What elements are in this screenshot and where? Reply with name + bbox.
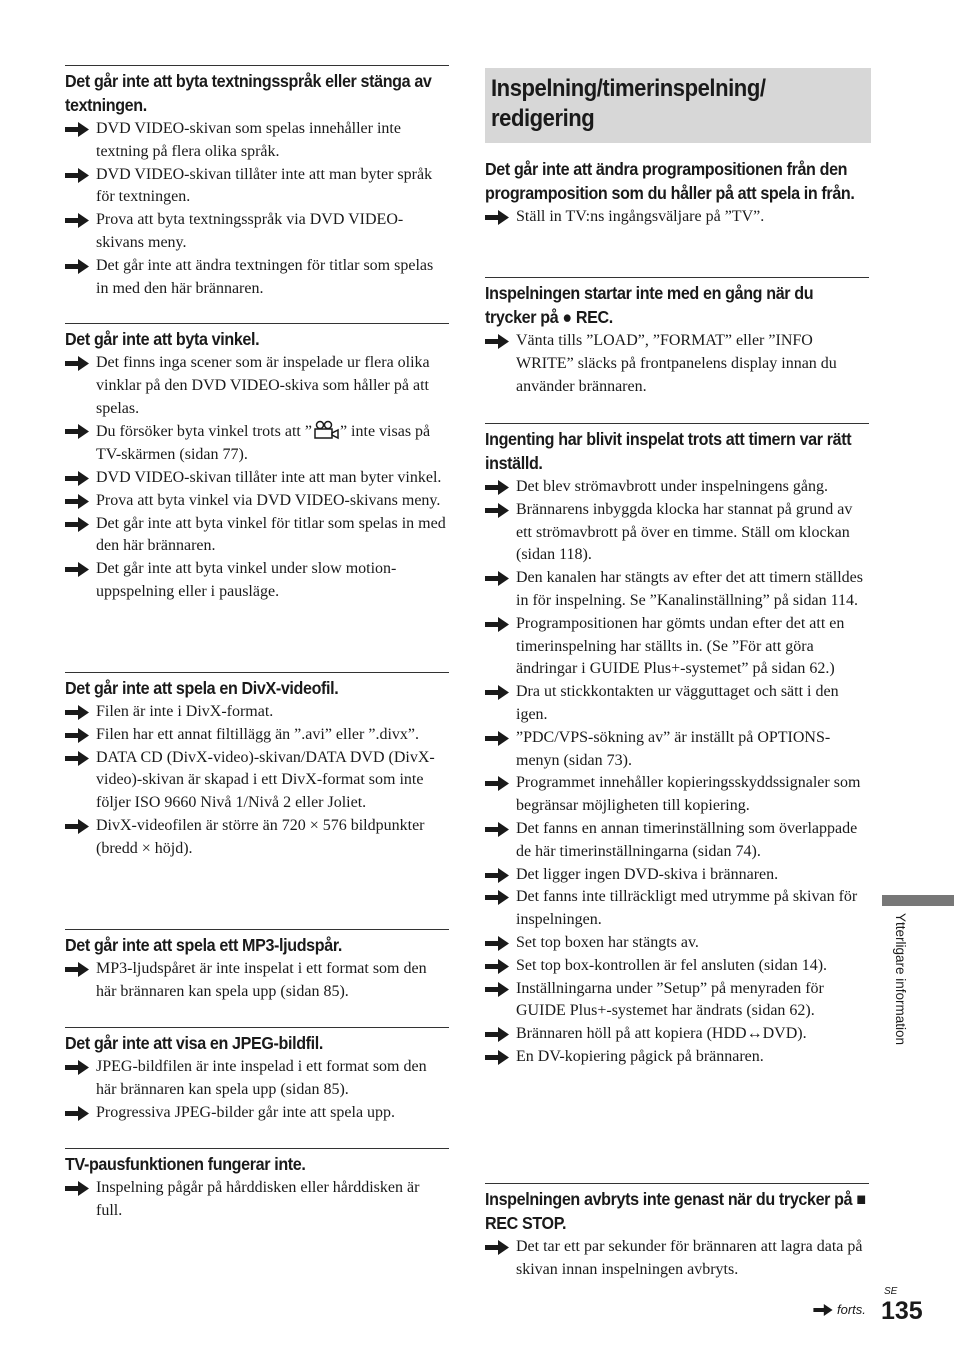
- list-item: Inspelning pågår på hårddisken eller hårddisken är full.: [65, 1177, 449, 1223]
- arrow-right-icon: [485, 982, 509, 997]
- arrow-right-icon: [485, 503, 509, 518]
- arrow-right-icon: [65, 728, 89, 743]
- list-item: DATA CD (DivX-video)-skivan/DATA DVD (DivX-video)-skivan är skapad i ett DivX-format som inte följer ISO 9660 Nivå 1/Nivå 2 eller Joliet.: [65, 747, 449, 815]
- section-heading: Det går inte att spela ett MP3-ljudspår.: [65, 935, 342, 955]
- page-number: 135: [881, 1297, 923, 1325]
- arrow-right-icon: [65, 213, 89, 228]
- arrow-right-icon: [65, 168, 89, 183]
- list-item: Brännarens inbyggda klocka har stannat på grund av ett strömavbrott på över en timme. Ställ om klockan (sidan 118).: [485, 499, 869, 567]
- list-item: Ställ in TV:ns ingångsväljare på ”TV”.: [485, 206, 869, 229]
- arrow-right-icon: [65, 705, 89, 720]
- list-item: DVD VIDEO-skivan tillåter inte att man byter språk för textningen.: [65, 164, 449, 210]
- arrow-right-icon: [485, 571, 509, 586]
- chapter-banner: [485, 68, 871, 143]
- continued-label: forts.: [837, 1302, 866, 1317]
- arrow-right-icon: [485, 822, 509, 837]
- arrow-right-icon: [65, 424, 89, 439]
- angle-item-text: Du försöker byta vinkel trots att ” ” inte visas på TV-skärmen (sidan 77).: [96, 423, 430, 463]
- arrow-right-icon: [65, 494, 89, 509]
- list-item: Progressiva JPEG-bilder går inte att spela upp.: [65, 1102, 449, 1125]
- section-heading: Det går inte att spela en DivX-videofil.: [65, 678, 339, 698]
- list-item: Programpositionen har gömts undan efter det att en timerinspelning har ställts in. (Se ”För att göra ändringar i GUIDE Plus+-systemet” på sidan 62.): [485, 613, 869, 681]
- arrow-right-icon: [485, 617, 509, 632]
- list-item: Det går inte att byta vinkel under slow motion-uppspelning eller i pausläge.: [65, 558, 449, 604]
- arrow-right-icon: [65, 471, 89, 486]
- list-item: Det går inte att byta vinkel för titlar som spelas in med den här brännaren.: [65, 513, 449, 559]
- arrow-right-icon: [812, 1304, 834, 1316]
- list-item: [65, 420, 449, 467]
- list-item: Set top boxen har stängts av.: [485, 932, 869, 955]
- section-heading: Inspelningen avbryts inte genast när du trycker på ■ REC STOP.: [485, 1189, 866, 1233]
- section-timer: [485, 423, 869, 1069]
- arrow-right-icon: [65, 517, 89, 532]
- arrow-right-icon: [65, 356, 89, 371]
- arrow-right-icon: [485, 480, 509, 495]
- section-heading: Inspelningen startar inte med en gång när du trycker på ● REC.: [485, 283, 814, 327]
- arrow-right-icon: [65, 819, 89, 834]
- list-item: MP3-ljudspåret är inte inspelat i ett format som den här brännaren kan spela upp (sidan 85).: [65, 958, 449, 1004]
- list-item: DVD VIDEO-skivan tillåter inte att man byter vinkel.: [65, 467, 449, 490]
- arrow-right-icon: [65, 1181, 89, 1196]
- section-heading: Det går inte att visa en JPEG-bildfil.: [65, 1033, 323, 1053]
- arrow-right-icon: [485, 334, 509, 349]
- list-item: Det fanns inte tillräckligt med utrymme på skivan för inspelningen.: [485, 886, 869, 932]
- list-item: Filen har ett annat filtillägg än ”.avi” eller ”.divx”.: [65, 724, 449, 747]
- section-subtitle-language: [65, 65, 449, 300]
- arrow-right-icon: [485, 936, 509, 951]
- list-item: Det tar ett par sekunder för brännaren att lagra data på skivan innan inspelningen avbryts.: [485, 1236, 869, 1282]
- continued-marker: [812, 1302, 866, 1317]
- list-item: Set top box-kontrollen är fel ansluten (sidan 14).: [485, 955, 869, 978]
- arrow-right-icon: [485, 868, 509, 883]
- section-heading: Det går inte att byta vinkel.: [65, 329, 260, 349]
- arrow-right-icon: [485, 959, 509, 974]
- list-item: DivX-videofilen är större än 720 × 576 bildpunkter (bredd × höjd).: [65, 815, 449, 861]
- section-mp3: [65, 929, 449, 1004]
- arrow-right-icon: [65, 562, 89, 577]
- arrow-right-icon: [485, 1027, 509, 1042]
- list-item: Brännaren höll på att kopiera (HDD↔DVD).: [485, 1023, 869, 1046]
- chapter-title: Inspelning/timerinspelning/ redigering: [491, 75, 766, 132]
- arrow-right-icon: [65, 751, 89, 766]
- section-rec-stop: [485, 1183, 869, 1282]
- section-heading: Det går inte att ändra programpositionen från den programposition som du håller på att spela in från.: [485, 159, 855, 203]
- section-heading: Ingenting har blivit inspelat trots att timern var rätt inställd.: [485, 429, 852, 473]
- list-item: Den kanalen har stängts av efter det att timern ställdes in för inspelning. Se ”Kanalinställning” på sidan 114.: [485, 567, 869, 613]
- arrow-right-icon: [65, 122, 89, 137]
- arrow-right-icon: [485, 1050, 509, 1065]
- list-item: Det ligger ingen DVD-skiva i brännaren.: [485, 864, 869, 887]
- list-item: Prova att byta vinkel via DVD VIDEO-skivans meny.: [65, 490, 449, 513]
- section-angle: [65, 323, 449, 604]
- language-code: SE: [884, 1286, 898, 1297]
- section-rec-start: [485, 277, 869, 398]
- side-tab-label: Ytterligare information: [893, 913, 908, 1046]
- side-tab-bar: [882, 895, 954, 906]
- arrow-right-icon: [485, 890, 509, 905]
- arrow-right-icon: [65, 962, 89, 977]
- list-item: Filen är inte i DivX-format.: [65, 701, 449, 724]
- arrow-right-icon: [65, 1060, 89, 1075]
- list-item: Det går inte att ändra textningen för titlar som spelas in med den här brännaren.: [65, 255, 449, 301]
- list-item: Prova att byta textningsspråk via DVD VIDEO-skivans meny.: [65, 209, 449, 255]
- list-item: Det fanns en annan timerinställning som överlappade de här timerinställningarna (sidan 74).: [485, 818, 869, 864]
- angle-camera-icon: [312, 420, 340, 440]
- section-heading: Det går inte att byta textningsspråk eller stänga av textningen.: [65, 71, 432, 115]
- list-item: Det finns inga scener som är inspelade ur flera olika vinklar på den DVD VIDEO-skiva som håller på att spelas.: [65, 352, 449, 420]
- list-item: JPEG-bildfilen är inte inspelad i ett format som den här brännaren kan spela upp (sidan 85).: [65, 1056, 449, 1102]
- list-item: Dra ut stickkontakten ur vägguttaget och sätt i den igen.: [485, 681, 869, 727]
- list-item: En DV-kopiering pågick på brännaren.: [485, 1046, 869, 1069]
- arrow-right-icon: [485, 776, 509, 791]
- arrow-right-icon: [485, 210, 509, 225]
- list-item: Inställningarna under ”Setup” på menyraden för GUIDE Plus+-systemet har ändrats (sidan 62).: [485, 978, 869, 1024]
- arrow-right-icon: [65, 1106, 89, 1121]
- list-item: Det blev strömavbrott under inspelningens gång.: [485, 476, 869, 499]
- arrow-right-icon: [485, 685, 509, 700]
- section-tv-pause: [65, 1148, 449, 1223]
- arrow-right-icon: [485, 731, 509, 746]
- list-item: ”PDC/VPS-sökning av” är inställt på OPTIONS-menyn (sidan 73).: [485, 727, 869, 773]
- section-heading: TV-pausfunktionen fungerar inte.: [65, 1154, 306, 1174]
- arrow-right-icon: [485, 1240, 509, 1255]
- list-item: DVD VIDEO-skivan som spelas innehåller inte textning på flera olika språk.: [65, 118, 449, 164]
- section-divx: [65, 672, 449, 861]
- arrow-right-icon: [65, 259, 89, 274]
- section-jpeg: [65, 1027, 449, 1124]
- list-item: Vänta tills ”LOAD”, ”FORMAT” eller ”INFO WRITE” släcks på frontpanelens display innan du använder brännaren.: [485, 330, 869, 398]
- section-program-position: [485, 154, 869, 229]
- list-item: Programmet innehåller kopieringsskyddssignaler som begränsar möjligheten till kopiering.: [485, 772, 869, 818]
